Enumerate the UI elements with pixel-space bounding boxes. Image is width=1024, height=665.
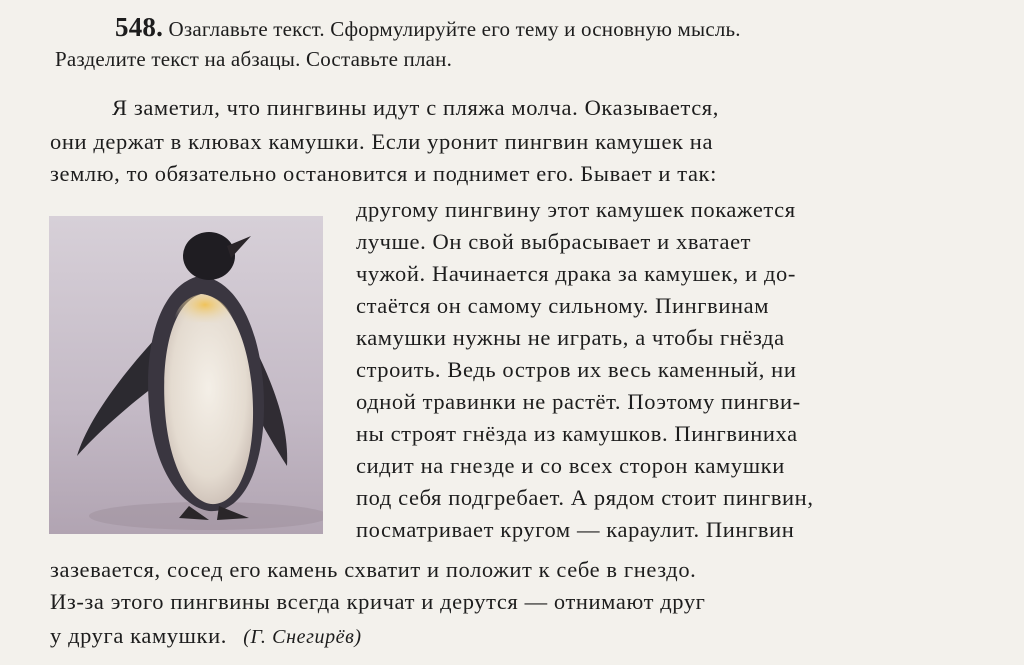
task-number: 548.	[115, 12, 164, 42]
text-line: у друга камушки.	[50, 623, 227, 648]
text-line: они держат в клювах камушки. Если уронит пингвин камушек на	[50, 129, 714, 154]
penguin-photo	[49, 216, 323, 534]
text-line: ны строят гнёзда из камушков. Пингвиниха	[356, 421, 798, 446]
author-attribution: (Г. Снегирёв)	[243, 626, 362, 648]
text-line: строить. Ведь остров их весь каменный, ни	[356, 357, 797, 382]
text-line: сидит на гнезде и со всех сторон камушки	[356, 453, 785, 478]
text-line: стаётся он самому сильному. Пингвинам	[356, 293, 770, 318]
text-line: под себя подгребает. А рядом стоит пингвин,	[356, 485, 814, 510]
task-instruction-1: Озаглавьте текст. Сформулируйте его тему и основную мысль.	[168, 17, 741, 41]
text-line: Я заметил, что пингвины идут с пляжа молча. Оказывается,	[112, 95, 719, 120]
text-line: камушки нужны не играть, а чтобы гнёзда	[356, 325, 785, 350]
text-line: зазевается, сосед его камень схватит и положит к себе в гнездо.	[50, 557, 697, 582]
text-line: посматривает кругом — караулит. Пингвин	[356, 517, 795, 542]
task-header	[55, 12, 985, 74]
text-line: другому пингвину этот камушек покажется	[356, 197, 796, 222]
text-line: лучше. Он свой выбрасывает и хватает	[356, 229, 752, 254]
text-line: землю, то обязательно остановится и поднимет его. Бывает и так:	[50, 161, 717, 186]
task-instruction-2: Разделите текст на абзацы. Составьте план.	[55, 47, 453, 71]
penguin-illustration	[49, 216, 323, 534]
text-line: чужой. Начинается драка за камушек, и до-	[356, 261, 796, 286]
text-last-line	[50, 620, 362, 653]
text-line: Из-за этого пингвины всегда кричат и дерутся — отнимают друг	[50, 589, 706, 614]
text-line: одной травинки не растёт. Поэтому пингви-	[356, 389, 801, 414]
